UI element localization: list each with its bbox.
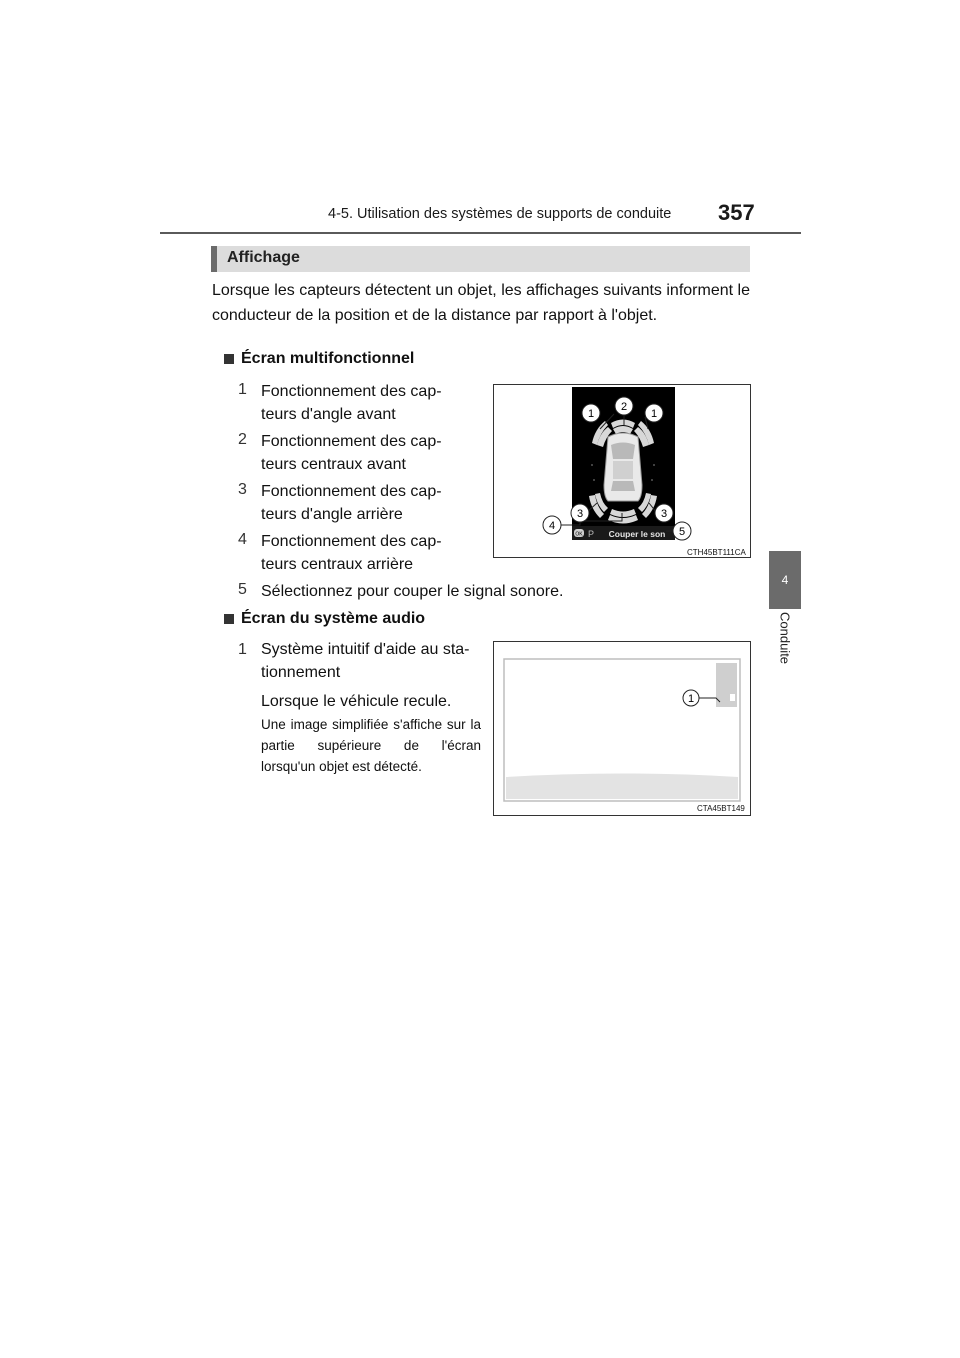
item-line: Fonctionnement des cap-: [261, 533, 442, 550]
callout-number: 1: [587, 408, 595, 420]
item-line: Système intuitif d'aide au sta-: [261, 641, 470, 658]
heading-multi-display: [224, 350, 414, 368]
figure-multi-display: [493, 384, 751, 558]
callout-number: 3: [576, 508, 584, 520]
figure-code: CTH45BT111CA: [687, 548, 746, 557]
item-line: Lorsque le véhicule recule.: [261, 693, 452, 710]
callout-number: 5: [678, 526, 686, 538]
item-number: 2: [238, 431, 247, 448]
sensor-display-illustration: [494, 385, 750, 557]
heading-text: Écran du système audio: [241, 610, 426, 627]
list-item: [261, 638, 481, 713]
running-header: 4-5. Utilisation des systèmes de supports de conduite: [328, 206, 672, 222]
item-line: Fonctionnement des cap-: [261, 483, 442, 500]
list-item: Sélectionnez pour couper le signal sonore.: [261, 583, 564, 600]
bullet-square-icon: [224, 614, 234, 624]
heading-audio-display: [224, 610, 425, 628]
list-item: [261, 380, 481, 426]
callout-number: 1: [650, 408, 658, 420]
svg-text:P: P: [588, 529, 595, 539]
intro-paragraph: Lorsque les capteurs détectent un objet, les affichages suivants informent le conducteur de la position et de la distance par rapport à l'objet.: [212, 282, 750, 324]
item-number: 4: [238, 531, 247, 548]
header-rule: [160, 232, 801, 234]
list-item: [261, 430, 481, 476]
item-line: teurs centraux avant: [261, 456, 406, 473]
item-line: teurs d'angle arrière: [261, 506, 403, 523]
callout-number: 3: [660, 508, 668, 520]
figure-audio-display: [493, 641, 751, 816]
figure-code: CTA45BT149: [697, 804, 745, 813]
item-number: 1: [238, 381, 247, 398]
item-number: 5: [238, 581, 247, 598]
bullet-square-icon: [224, 354, 234, 364]
chapter-tab[interactable]: 4: [769, 551, 801, 609]
item-line: Fonctionnement des cap-: [261, 433, 442, 450]
section-bar: [211, 246, 750, 272]
list-item: [261, 530, 481, 576]
item-line: teurs d'angle avant: [261, 406, 396, 423]
item-line: tionnement: [261, 664, 341, 681]
page-number: 357: [718, 200, 755, 225]
car-icon: [604, 433, 642, 501]
item-line: Fonctionnement des cap-: [261, 383, 442, 400]
chapter-label: Conduite: [777, 612, 793, 665]
ok-button-label: OK: [575, 531, 583, 538]
callout-number: 2: [620, 401, 628, 413]
note-text: Une image simplifiée s'affiche sur la partie supérieure de l'écran lorsqu'un objet est détecté.: [261, 717, 481, 774]
item-number: 3: [238, 481, 247, 498]
item-line: teurs centraux arrière: [261, 556, 414, 573]
mute-button-label[interactable]: Couper le son: [608, 529, 666, 539]
callout-number: 1: [687, 693, 695, 705]
heading-text: Écran multifonctionnel: [241, 350, 415, 367]
item-number: 1: [238, 641, 247, 658]
callout-number: 4: [548, 520, 556, 532]
section-title: Affichage: [227, 249, 300, 266]
list-item: [261, 480, 481, 526]
audio-screen-illustration: [494, 642, 750, 815]
